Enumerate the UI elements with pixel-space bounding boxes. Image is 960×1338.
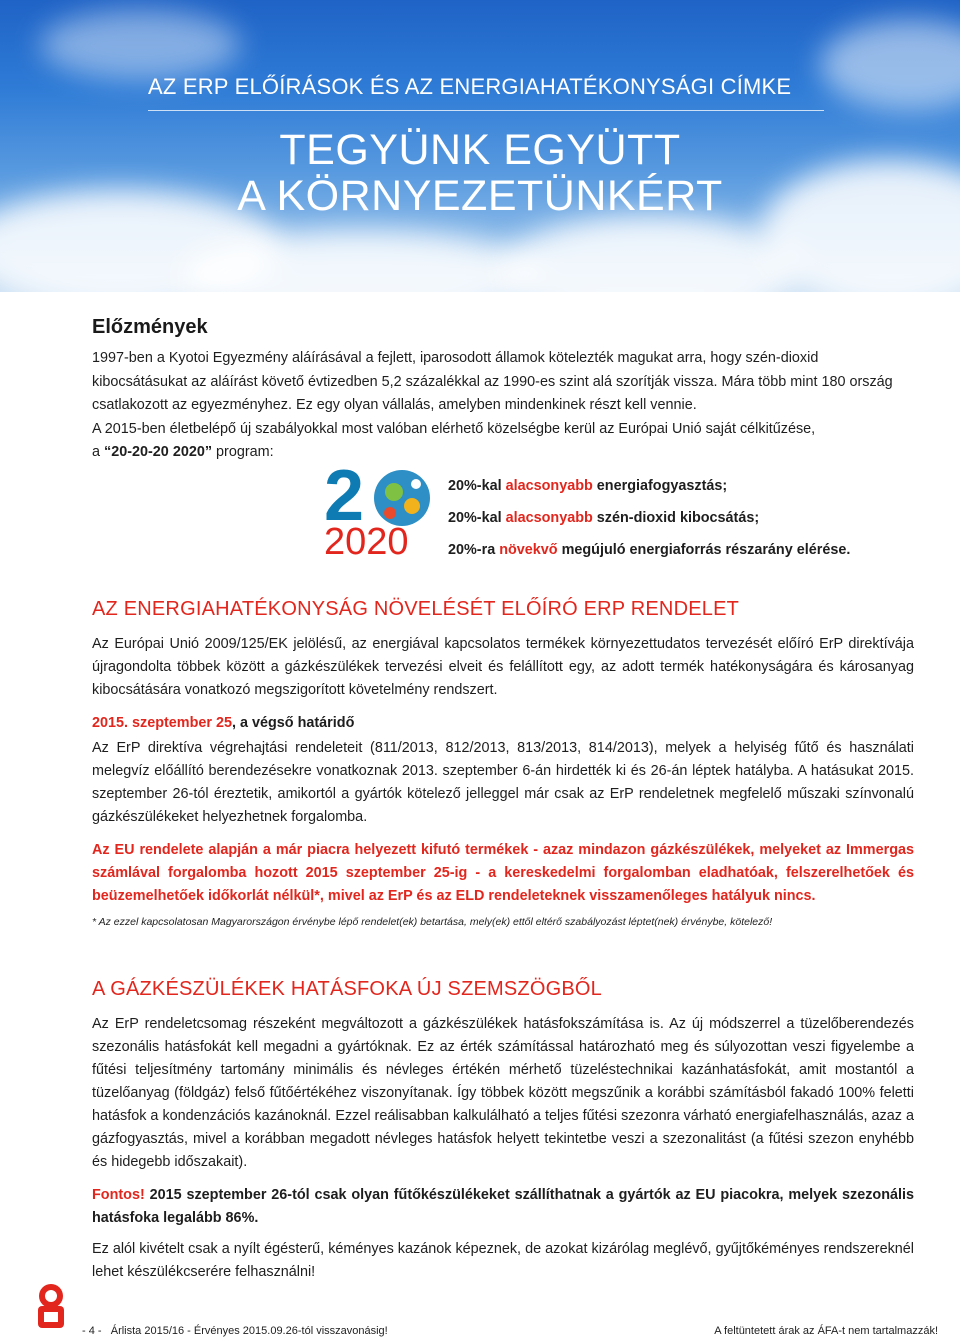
footer-right: A feltüntetett árak az ÁFA-t nem tartalmazzák! — [714, 1325, 938, 1337]
section-elozmenyek — [92, 316, 914, 339]
target-item: 20%-kal alacsonyabb szén-dioxid kibocsátás; — [448, 510, 760, 526]
2020-logo — [322, 458, 440, 558]
elozmenyek-para1: 1997-ben a Kyotoi Egyezmény aláírásával a fejlett, iparosodott államok kötelezték magukat arra, hogy szén-dioxid kibocsátásukat az aláírást követő évtizedben 5,2 százalékkal az 1990-es szint alá szorítják vissza. Mára több mint 180 ország csatlakozott az egyezményhez. Ez egy olyan vállalás, amelyben mindenkinek részt kell vennie. — [92, 350, 893, 413]
hatasfok-para1: Az ErP rendeletcsomag részeként megváltozott a gázkészülékek hatásfokszámítása is. Az új módszerrel a tüzelőberendezés szezonális hatásfokát kell megadni a gyártóknak. Ez az érték számítással határozható meg és súlyozottan veszi figyelembe a fűtési teljesítmény tartomány minimális és névleges értékén mérhető tüzeléstechnikai kazánhatásfokát, amit mostantól a tüzelőanyag (földgáz) felső fűtőértékéhez viszonyítanak. Így többek között megszűnik a korábbi számításból fakadó 100% feletti hatásfok a kondenzációs kazánoknál. Ezzel reálisabban kalkulálható a teljes fűtési szezonra várható energiafelhasználás, azaz a gázfogyasztás, mivel a korábban megadott névleges hatásfok helyett tekintetbe veszi a szezonalitást (a fűtési szezon enyhébb és hidegebb időszakait). — [92, 1016, 914, 1170]
heading-erp: AZ ENERGIAHATÉKONYSÁG NÖVELÉSÉT ELŐÍRÓ ERP RENDELET — [92, 598, 740, 620]
mascot-icon — [28, 1278, 74, 1332]
hatasfok-para2: Ez alól kivételt csak a nyílt égésterű, kéményes kazánok képeznek, de azokat kizárólag meglévő, gyűjtőkéményes rendszereknél lehet készülékcserére felhasználni! — [92, 1241, 914, 1280]
elozmenyek-para2-line2: a “20-20-20 2020” program: — [92, 444, 274, 460]
target-item: 20%-ra növekvő megújuló energiaforrás részarány elérése. — [448, 542, 851, 558]
erp-para1: Az Európai Unió 2009/125/EK jelölésű, az energiával kapcsolatos termékek környezettudatos tervezését előíró ErP direktívája újragondolta többek között a gázkészülékek tervezési elveit és felállított egy, az adott termék hatékonyságára és károsanyag kibocsátására vonatkozó megszigorított követelmény rendszert. — [92, 636, 914, 698]
heading-hatasfok: A GÁZKÉSZÜLÉKEK HATÁSFOKA ÚJ SZEMSZÖGBŐL — [92, 978, 602, 1000]
header-banner — [0, 0, 960, 292]
header-title-line2: A KÖRNYEZETÜNKÉRT — [237, 172, 723, 220]
program-name: “20-20-20 2020” — [104, 444, 213, 460]
footer-validity: Árlista 2015/16 - Érvényes 2015.09.26-tól visszavonásig! — [110, 1325, 388, 1337]
erp-footnote: * Az ezzel kapcsolatosan Magyarországon érvénybe lépő rendelet(ek) betartása, mely(ek) ettől eltérő szabályozást léptet(nek) érvénybe, kötelező! — [92, 916, 773, 928]
elozmenyek-body — [92, 347, 914, 465]
page-number: - 4 - — [82, 1325, 102, 1337]
elozmenyek-para2: A 2015-ben életbelépő új szabályokkal most valóban elérhető közelségbe kerül az Európai Unió saját célkitűzése, — [92, 420, 816, 437]
logo-two: 2 — [324, 458, 365, 536]
erp-para2: Az ErP direktíva végrehajtási rendeleteit (811/2013, 812/2013, 813/2013, 814/2013), melyek a helyiség fűtő és használati melegvíz előállító berendezésekre vonatkoznak 2013. szeptember 6-án hirdették ki és 26-án léptek hatályba. A hatásukat 2015. szeptember 26-tól éreztetik, amikortól a gyártók kötelező jelleggel már csak az ErP rendeletnek megfelelő műszaki színvonalú gázkészülékeket helyezhetnek forgalomba. — [92, 740, 914, 825]
header-title-line1: TEGYÜNK EGYÜTT — [279, 126, 681, 174]
logo-2020: 2020 — [324, 521, 409, 558]
section-erp — [92, 598, 914, 928]
heading-elozmenyek: Előzmények — [92, 316, 208, 338]
footer-left — [82, 1325, 388, 1337]
header-kicker: AZ ERP ELŐÍRÁSOK ÉS AZ ENERGIAHATÉKONYSÁGI CÍMKE — [148, 74, 824, 111]
target-item: 20%-kal alacsonyabb energiafogyasztás; — [448, 478, 728, 494]
section-hatasfok — [92, 978, 914, 1284]
targets-list — [448, 470, 850, 566]
erp-deadline: 2015. szeptember 25, a végső határidő — [92, 715, 355, 731]
hatasfok-important: Fontos! 2015 szeptember 26-tól csak olyan fűtőkészülékeket szállíthatnak a gyártók az EU piacokra, melyek szezonális hatásfoka legalább 86%. — [92, 1187, 914, 1226]
erp-warning: Az EU rendelete alapján a már piacra helyezett kifutó termékek - azaz mindazon gázkészülékek, melyeket az Immergas számlával forgalomba hozott 2015 szeptember 25-ig - a kereskedelmi forgalomban eladhatóak, felszerelhetőek és beüzemelhetőek időkorlát nélkül*, mivel az ErP és az ELD rendeleteknek visszamenőleges hatályuk nincs. — [92, 842, 914, 904]
